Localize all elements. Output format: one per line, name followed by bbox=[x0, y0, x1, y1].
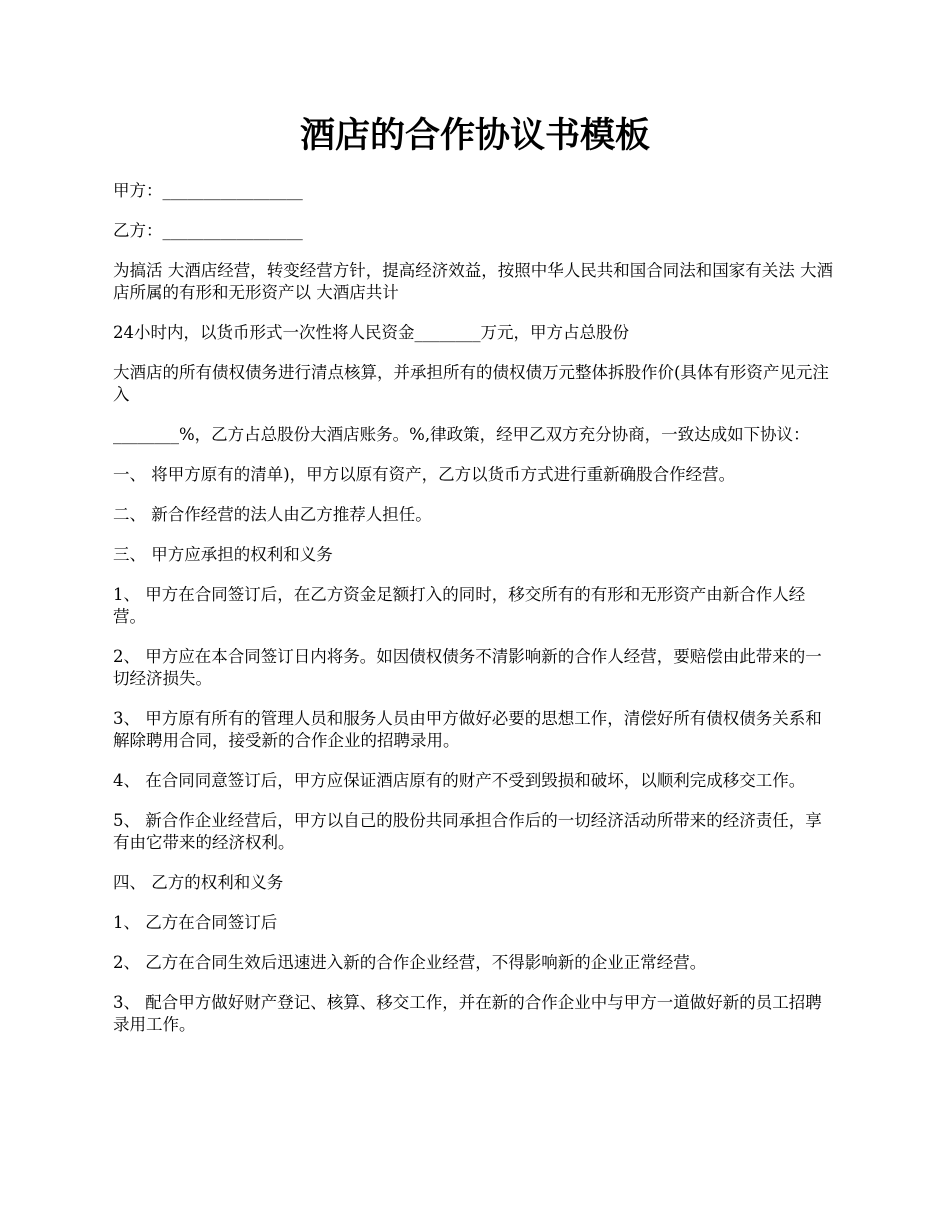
clause-1: 一、 将甲方原有的清单)，甲方以原有资产，乙方以货币方式进行重新确股合作经营。 bbox=[113, 465, 736, 484]
capital-paragraph: 24小时内，以货币形式一次性将人民资金________万元，甲方占总股份 bbox=[113, 323, 629, 342]
section-heading-party-b: 四、 乙方的权利和义务 bbox=[113, 873, 284, 892]
document-body bbox=[113, 180, 838, 1054]
party-a-item-5: 5、 新合作企业经营后，甲方以自己的股份共同承担合作后的一切经济活动所带来的经济责任，享有由它带来的经济权利。 bbox=[113, 811, 822, 852]
preamble-paragraph: 为搞活 大酒店经营，转变经营方针，提高经济效益，按照中华人民共和国合同法和国家有关法 大酒店所属的有形和无形资产以 大酒店共计 bbox=[113, 261, 833, 302]
section-heading-party-a: 三、 甲方应承担的权利和义务 bbox=[113, 545, 333, 564]
clause-2: 二、 新合作经营的法人由乙方推荐人担任。 bbox=[113, 505, 432, 524]
debt-paragraph: 大酒店的所有债权债务进行清点核算，并承担所有的债权债万元整体拆股作价(具体有形资产见元注入 bbox=[113, 363, 829, 404]
party-b-item-1: 1、 乙方在合同签订后 bbox=[113, 913, 278, 932]
party-a-item-1: 1、 甲方在合同签订后，在乙方资金足额打入的同时，移交所有的有形和无形资产由新合作人经营。 bbox=[113, 585, 806, 626]
party-a-item-2: 2、 甲方应在本合同签订日内将务。如因债权债务不清影响新的合作人经营，要赔偿由此带来的一切经济损失。 bbox=[113, 647, 822, 688]
party-a-item-4: 4、 在合同同意签订后，甲方应保证酒店原有的财产不受到毁损和破坏，以顺利完成移交工作。 bbox=[113, 771, 806, 790]
party-b-item-2: 2、 乙方在合同生效后迅速进入新的合作企业经营，不得影响新的企业正常经营。 bbox=[113, 953, 707, 972]
party-a-item-3: 3、 甲方原有所有的管理人员和服务人员由甲方做好必要的思想工作，清偿好所有债权债务关系和解除聘用合同，接受新的合作企业的招聘录用。 bbox=[113, 709, 822, 750]
party-b-line: 乙方：_________________ bbox=[113, 221, 303, 240]
party-b-item-3: 3、 配合甲方做好财产登记、核算、移交工作，并在新的合作企业中与甲方一道做好新的员工招聘录用工作。 bbox=[113, 993, 822, 1034]
share-paragraph: ________%，乙方占总股份大酒店账务。%,律政策，经甲乙双方充分协商，一致达成如下协议： bbox=[113, 425, 810, 444]
document-title: 酒店的合作协议书模板 bbox=[299, 115, 650, 156]
party-a-line: 甲方：_________________ bbox=[113, 181, 303, 200]
